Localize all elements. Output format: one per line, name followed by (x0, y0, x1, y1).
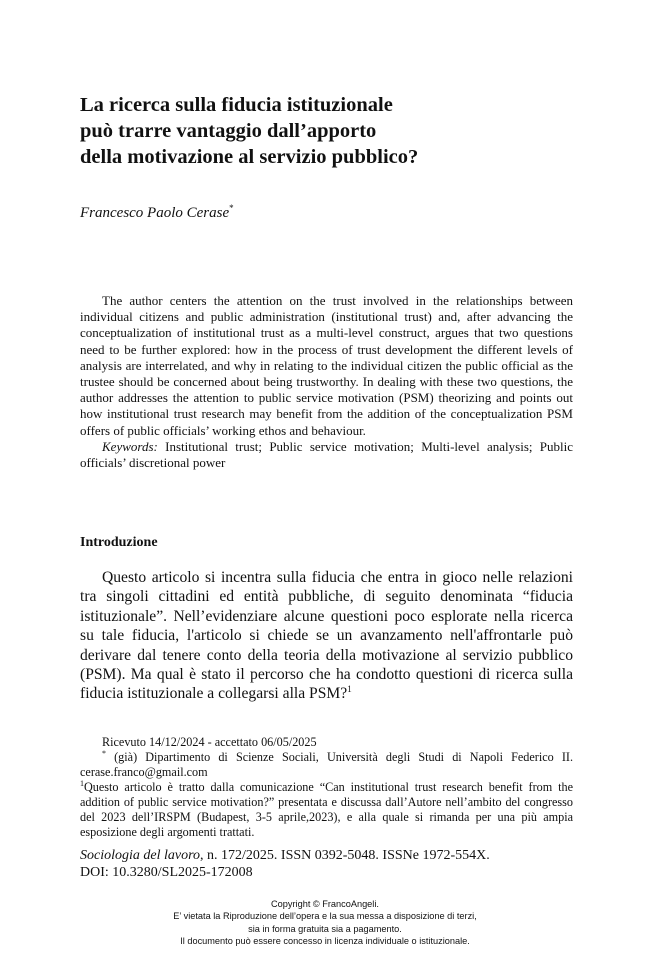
section-heading: Introduzione (80, 535, 158, 550)
footnote-ref-1: 1 (347, 684, 352, 695)
author-name: Francesco Paolo Cerase (80, 205, 230, 221)
author-footnote-mark: * (229, 203, 234, 213)
copyright-line-1: Copyright © FrancoAngeli. (271, 899, 379, 909)
keywords-list: Institutional trust; Public service motivation; Multi-level analysis; Public officials’ discretional power (80, 438, 574, 471)
keywords (80, 439, 573, 471)
affiliation-note (80, 750, 573, 780)
abstract-text: The author centers the attention on the trust involved in the relationships between individual citizens and public administration (institutional trust) and, after advancing the conceptualization of institutional trust as a multi-level construct, argues that two questions need to be further explored: how in the process of trust development the different levels of analysis are interrelated, and why in relating to the individual citizen the public official as the trustee should be concerned about being trustworthy. In dealing with these two questions, the author addresses the attention to public service motivation (PSM) theorizing and points out how institutional trust research may benefit from the addition of the conceptualization PSM offers of public officials’ working ethos and behaviour. (80, 293, 573, 438)
title-line-2: può trarre vantaggio dall’apporto (80, 120, 377, 142)
journal-issue: , n. 172/2025. ISSN 0392-5048. ISSNe 1972-554X. (200, 848, 490, 863)
copyright-line-2: E’ vietata la Riproduzione dell’opera e la sua messa a disposizione di terzi, (173, 911, 477, 922)
title-line-3: della motivazione al servizio pubblico? (80, 146, 419, 168)
copyright-notice (0, 898, 650, 948)
affiliation-mark: * (102, 748, 106, 758)
received-dates: Ricevuto 14/12/2024 - accettato 06/05/2025 (102, 735, 317, 749)
title-line-1: La ricerca sulla fiducia istituzionale (80, 94, 393, 116)
journal-line (80, 847, 573, 864)
intro-paragraph (80, 568, 573, 704)
journal-citation (80, 847, 573, 881)
affiliation-text: (già) Dipartimento di Scienze Sociali, Università degli Studi di Napoli Federico II. cerase.franco@gmail.com (80, 750, 573, 779)
footnote-1-mark: 1 (80, 778, 84, 788)
intro-paragraph-text: Questo articolo si incentra sulla fiducia che entra in gioco nelle relazioni tra singoli cittadini ed entità pubbliche, di seguito denominata “fiducia istituzionale”. Nell’evidenziare alcune questioni poco esplorate nella ricerca su tale fiducia, l'articolo si chiede se un avanzamento nell'affrontarle può derivare dal tenere conto della teoria della motivazione al servizio pubblico (PSM). Ma qual è stato il percorso che ha condotto questioni di ricerca sulla fiducia istituzionale a collegarsi alla PSM? (80, 569, 573, 703)
keywords-label: Keywords: (102, 438, 158, 454)
copyright-line-3: sia in forma gratuita sia a pagamento. (248, 923, 402, 934)
article-title (80, 92, 570, 170)
footnote-1 (80, 780, 573, 840)
author-line (80, 198, 234, 223)
footnotes (80, 735, 573, 840)
abstract (80, 293, 573, 471)
journal-doi: DOI: 10.3280/SL2025-172008 (80, 865, 253, 880)
copyright-line-4: Il documento può essere concesso in licenza individuale o istituzionale. (180, 936, 470, 947)
journal-name: Sociologia del lavoro (80, 848, 201, 863)
footnote-1-text: Questo articolo è tratto dalla comunicazione “Can institutional trust research benefit from the addition of public service motivation?” presentata e discussa dall’Autore nell’ambito del congresso del 2023 dell’IRSPM (Budapest, 3-5 aprile,2023), e alla quale si rimanda per una più ampia esposizione degli argomenti trattati. (80, 780, 573, 839)
